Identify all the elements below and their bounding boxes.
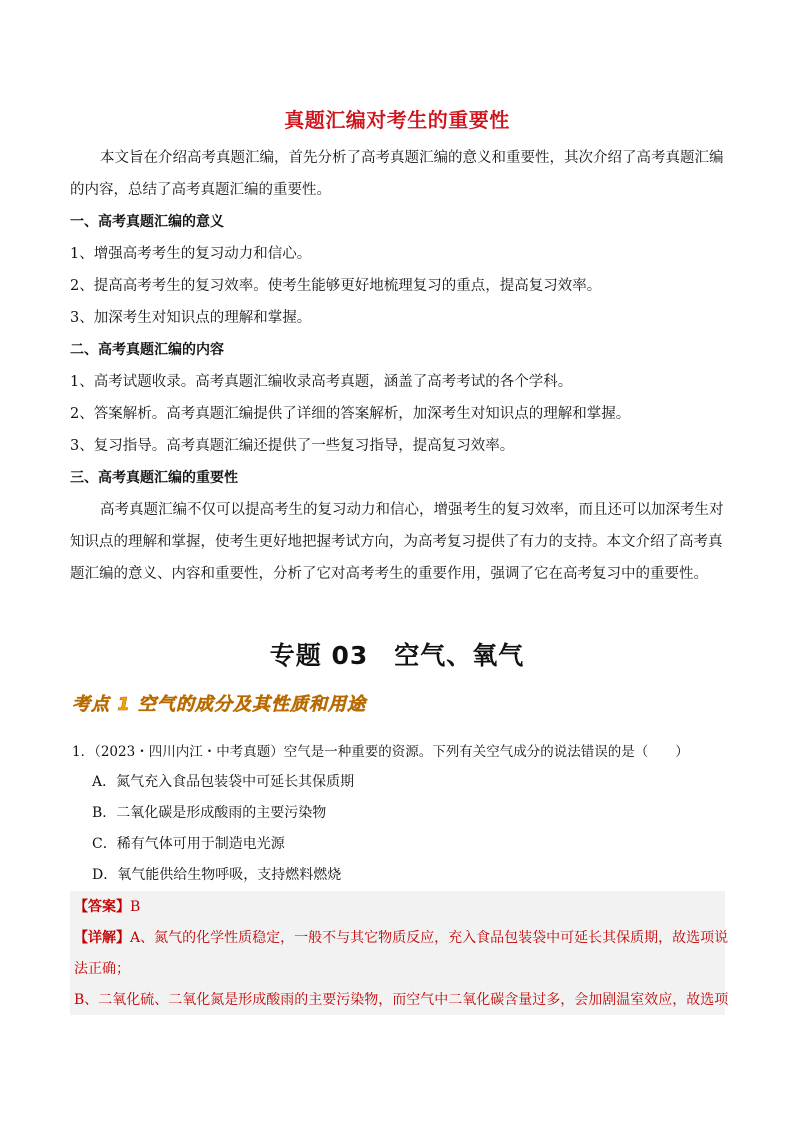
option-b: B．二氧化碳是形成酸雨的主要污染物 (92, 805, 327, 821)
intro-text: 本文旨在介绍高考真题汇编，首先分析了高考真题汇编的意义和重要性，其次介绍了高考真题汇编的内容，总结了高考真题汇编的重要性。 (70, 150, 724, 198)
answer-value: B (130, 899, 141, 915)
section-2-heading: 二、高考真题汇编的内容 (70, 342, 224, 358)
kaodian-heading: 考点 1 空气的成分及其性质和用途 (72, 694, 367, 715)
topic-title: 专题 03 空气、氧气 (269, 641, 525, 670)
section-2-item-3: 3、复习指导。高考真题汇编还提供了一些复习指导，提高复习效率。 (70, 438, 515, 454)
section-2-item-1: 1、高考试题收录。高考真题汇编收录高考真题，涵盖了高考考试的各个学科。 (70, 374, 573, 390)
section-1-item-2: 2、提高高考考生的复习效率。使考生能够更好地梳理复习的重点，提高复习效率。 (70, 278, 602, 294)
section-1-item-1: 1、增强高考考生的复习动力和信心。 (70, 246, 312, 262)
section-2-item-2: 2、答案解析。高考真题汇编提供了详细的答案解析，加深考生对知识点的理解和掌握。 (70, 406, 631, 422)
detail-line-1 (74, 924, 728, 952)
section-1-heading: 一、高考真题汇编的意义 (70, 214, 224, 230)
option-a: A．氮气充入食品包装袋中可延长其保质期 (92, 774, 355, 790)
answer-line (74, 893, 140, 921)
document-title: 真题汇编对考生的重要性 (284, 108, 510, 132)
section-3-paragraph (70, 494, 730, 590)
section-3-heading: 三、高考真题汇编的重要性 (70, 470, 238, 486)
option-d: D．氧气能供给生物呼吸，支持燃料燃烧 (92, 867, 342, 883)
option-c: C．稀有气体可用于制造电光源 (92, 836, 285, 852)
answer-label: 【答案】 (74, 899, 130, 915)
detail-line-2: 法正确； (74, 961, 130, 977)
detail-line-3: B、二氧化硫、二氧化氮是形成酸雨的主要污染物，而空气中二氧化碳含量过多，会加剧温室效应，故选项 (74, 992, 729, 1008)
question-stem: 1．（2023・四川内江・中考真题）空气是一种重要的资源。下列有关空气成分的说法错误的是（ ） (72, 744, 689, 760)
intro-paragraph (70, 142, 730, 206)
section-3-body: 高考真题汇编不仅可以提高考生的复习动力和信心，增强考生的复习效率，而且还可以加深考生对知识点的理解和掌握，使考生更好地把握考试方向，为高考复习提供了有力的支持。本文介绍了高考真题汇编的意义、内容和重要性，分析了它对高考考生的重要作用，强调了它在高考复习中的重要性。 (70, 502, 724, 582)
section-1-item-3: 3、加深考生对知识点的理解和掌握。 (70, 310, 312, 326)
detail-text-1: A、氮气的化学性质稳定，一般不与其它物质反应，充入食品包装袋中可延长其保质期，故选项说 (130, 930, 729, 946)
detail-label: 【详解】 (74, 930, 130, 946)
